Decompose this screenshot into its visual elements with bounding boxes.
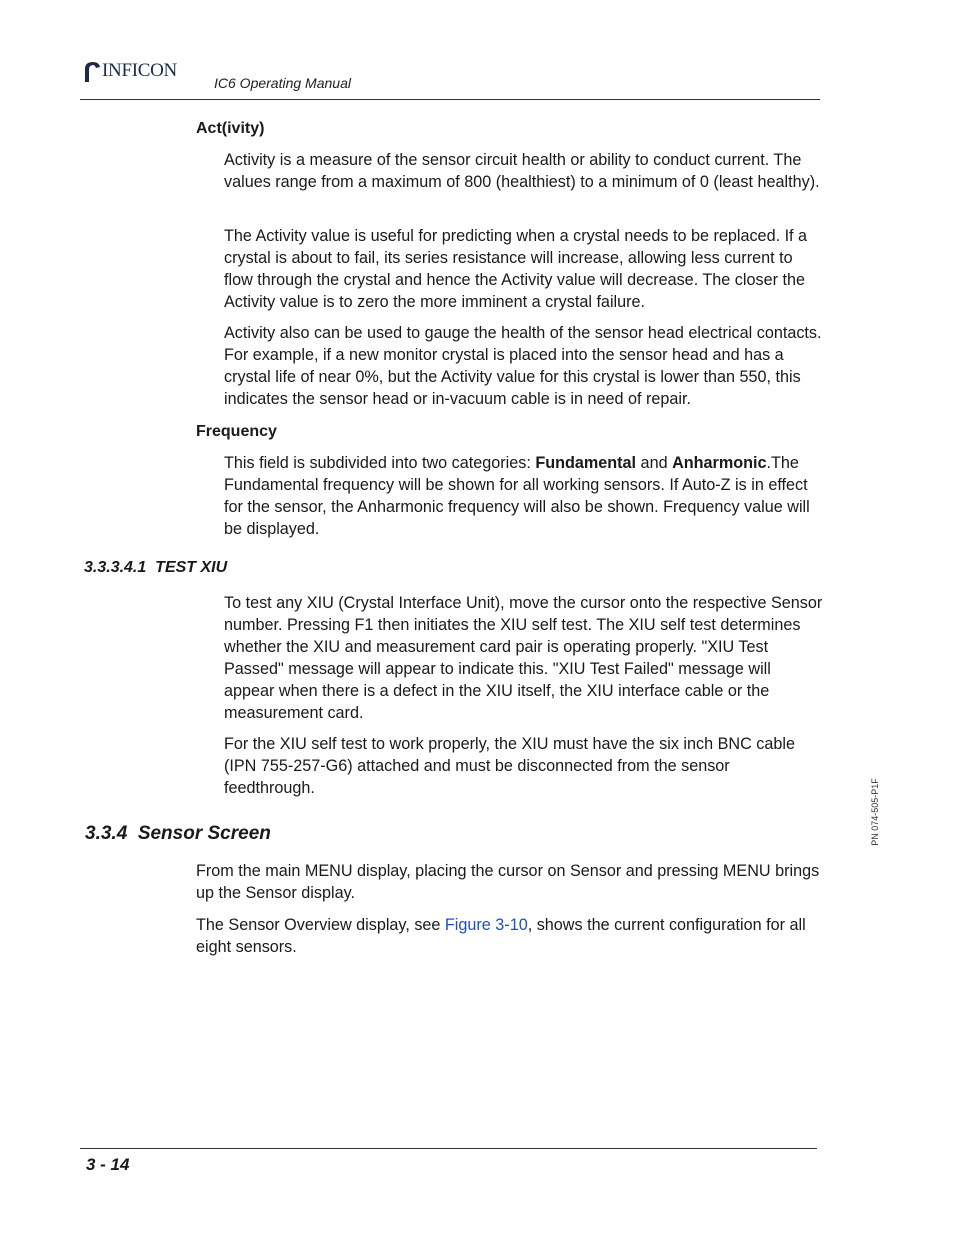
sensor-screen-text-b: , shows the current configuration for all eight sensors. xyxy=(196,916,806,956)
logo-wordmark: INFICON xyxy=(102,60,177,81)
figure-3-10-link[interactable]: Figure 3-10 xyxy=(444,916,528,934)
inficon-logo xyxy=(82,58,202,84)
sensor-screen-paragraph-2 xyxy=(196,914,824,958)
frequency-text-d: .The Fundamental frequency will be shown for all working sensors. If Auto-Z is in effect for the sensor, the Anharmonic frequency will also be shown. Frequency value will be displayed. xyxy=(224,454,810,538)
frequency-paragraph xyxy=(224,452,824,540)
activity-paragraph-2: The Activity value is useful for predicting when a crystal needs to be replaced. If a crystal is about to fail, its series resistance will increase, allowing less current to flow through the crystal and hence the Activity value will decrease. The closer the Activity value is to zero the more imminent a crystal failure. xyxy=(224,227,808,311)
test-xiu-heading: 3.3.3.4.1 TEST XIU xyxy=(84,559,228,576)
frequency-text-a: This field is subdivided into two categories: xyxy=(224,454,536,472)
frequency-text-c: and xyxy=(636,454,673,472)
footer-rule xyxy=(80,1148,817,1149)
test-xiu-paragraph-1: To test any XIU (Crystal Interface Unit), move the cursor onto the respective Sensor number. Pressing F1 then initiates the XIU self test. The XIU self test determines whether the XIU and measurement card pair is operating properly. "XIU Test Passed" message will appear to indicate this. "XIU Test Failed" message will appear when there is a defect in the XIU itself, the XIU interface cable or the measurement card. xyxy=(224,594,823,722)
manual-title: IC6 Operating Manual xyxy=(214,75,351,91)
activity-paragraph-1: Activity is a measure of the sensor circuit health or ability to conduct current. The values range from a maximum of 800 (healthiest) to a minimum of 0 (least healthy). xyxy=(224,151,820,191)
sensor-screen-paragraph-1: From the main MENU display, placing the cursor on Sensor and pressing MENU brings up the Sensor display. xyxy=(196,862,820,902)
anharmonic-term: Anharmonic xyxy=(672,454,767,472)
header-rule xyxy=(80,99,820,100)
activity-heading: Act(ivity) xyxy=(196,120,265,137)
frequency-heading: Frequency xyxy=(196,423,277,440)
part-number-label: PN 074-505-P1F xyxy=(870,778,880,846)
sensor-screen-text-a: The Sensor Overview display, see xyxy=(196,916,445,934)
test-xiu-paragraph-2: For the XIU self test to work properly, the XIU must have the six inch BNC cable (IPN 755-257-G6) attached and must be disconnected from the sensor feedthrough. xyxy=(224,735,795,797)
fundamental-term: Fundamental xyxy=(535,454,637,472)
page-number: 3 - 14 xyxy=(86,1155,130,1174)
sensor-screen-heading: 3.3.4 Sensor Screen xyxy=(85,823,271,844)
activity-paragraph-3: Activity also can be used to gauge the health of the sensor head electrical contacts. For example, if a new monitor crystal is placed into the sensor head and has a crystal life of near 0%, but the Activity value for this crystal is lower than 550, this indicates the sensor head or in-vacuum cable is in need of repair. xyxy=(224,324,822,408)
inficon-logo-icon xyxy=(82,60,102,82)
